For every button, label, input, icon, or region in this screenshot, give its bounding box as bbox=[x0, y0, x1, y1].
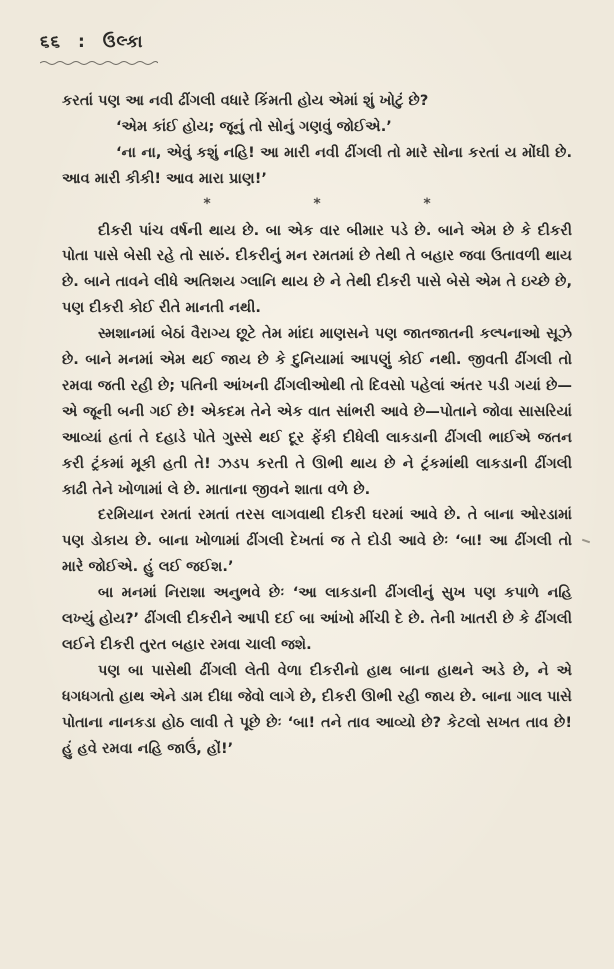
paragraph: સ્મશાનમાં બેઠાં વૈરાગ્ય છૂટે તેમ માંદા માણસને પણ જાતજાતની કલ્પનાઓ સૂઝે છે. બાને મનમાં એમ થઈ જાય છે કે દુનિયામાં આપણું કોઈ નથી. જીવતી ઢીંગલી તો રમવા જતી રહી છે; પતિની આંખની ઢીંગલીઓથી તો દિવસો પહેલાં અંતર પડી ગયાં છે—એ જૂની બની ગઈ છે! એકદમ તેને એક વાત સાંભરી આવે છે—પોતાને જોવા સાસરિયાં આવ્યાં હતાં તે દહાડે પોતે ગુસ્સે થઈ દૂર ફેંકી દીધેલી લાકડાની ઢીંગલી ભાઈએ જતન કરી ટ્રંકમાં મૂકી હતી તે! ઝડપ કરતી તે ઊભી થાય છે ને ટ્રંકમાંથી લાકડાની ઢીંગલી કાઢી તેને ખોળામાં લે છે. માતાના જીવને શાતા વળે છે. bbox=[62, 325, 572, 498]
paragraph: કરતાં પણ આ નવી ઢીંગલી વધારે કિંમતી હોય એમાં શું ખોટું છે? bbox=[62, 92, 429, 109]
divider-asterisk: * bbox=[313, 195, 321, 212]
header-separator: : bbox=[77, 32, 86, 52]
paragraph: દીકરી પાંચ વર્ષની થાય છે. બા એક વાર બીમાર પડે છે. બાને એમ છે કે દીકરી પોતા પાસે બેસી રહે તો સારું. દીકરીનું મન રમતમાં છે તેથી તે બહાર જવા ઉતાવળી થાય છે. બાને તાવને લીધે અતિશય ગ્લાનિ થાય છે ને તેથી દીકરી પાસે બેસે એમ તે ઇચ્છે છે, પણ દીકરી કોઈ રીતે માનતી નથી. bbox=[62, 221, 572, 317]
header-ornament-rule bbox=[40, 60, 158, 66]
section-divider bbox=[62, 192, 572, 218]
divider-asterisk: * bbox=[203, 195, 211, 212]
page-edge-mark bbox=[582, 539, 590, 544]
paragraph: ‘એમ કાંઈ હોય; જૂનું તો સોનું ગણવું જોઈએ.’ bbox=[116, 117, 392, 135]
body-text bbox=[62, 88, 572, 762]
divider-asterisk: * bbox=[423, 195, 431, 212]
running-title: ઉલ્કા bbox=[102, 32, 144, 52]
paragraph: દરમિયાન રમતાં રમતાં તરસ લાગવાથી દીકરી ઘરમાં આવે છે. તે બાના ઓરડામાં પણ ડોકાય છે. બાના ખોળામાં ઢીંગલી દેખતાં જ તે દોડી આવે છેઃ ‘બા! આ ઢીંગલી તો મારે જોઈએ. હું લઈ જઈશ.’ bbox=[62, 506, 572, 576]
paragraph: ‘ના ના, એવું કશું નહિ! આ મારી નવી ઢીંગલી તો મારે સોના કરતાં ય મોંઘી છે. આવ મારી કીકી! આવ મારા પ્રાણ!’ bbox=[62, 143, 572, 187]
page-header bbox=[40, 32, 144, 52]
page-number: ૬૬ bbox=[40, 32, 62, 52]
paragraph: પણ બા પાસેથી ઢીંગલી લેતી વેળા દીકરીનો હાથ બાના હાથને અડે છે, ને એ ધગધગતો હાથ એને ડામ દીધા જેવો લાગે છે, દીકરી ઊભી રહી જાય છે. બાના ગાલ પાસે પોતાના નાનકડા હોઠ લાવી તે પૂછે છેઃ ‘બા! તને તાવ આવ્યો છે? કેટલો સખત તાવ છે! હું હવે રમવા નહિ જાઉં, હોં!’ bbox=[62, 661, 572, 757]
paragraph: બા મનમાં નિરાશા અનુભવે છેઃ ‘આ લાકડાની ઢીંગલીનું સુખ પણ કપાળે નહિ લખ્યું હોય?’ ઢીંગલી દીકરીને આપી દઈ બા આંખો મીંચી દે છે. તેની ખાતરી છે કે ઢીંગલી લઈને દીકરી તુરત બહાર રમવા ચાલી જશે. bbox=[62, 584, 572, 654]
